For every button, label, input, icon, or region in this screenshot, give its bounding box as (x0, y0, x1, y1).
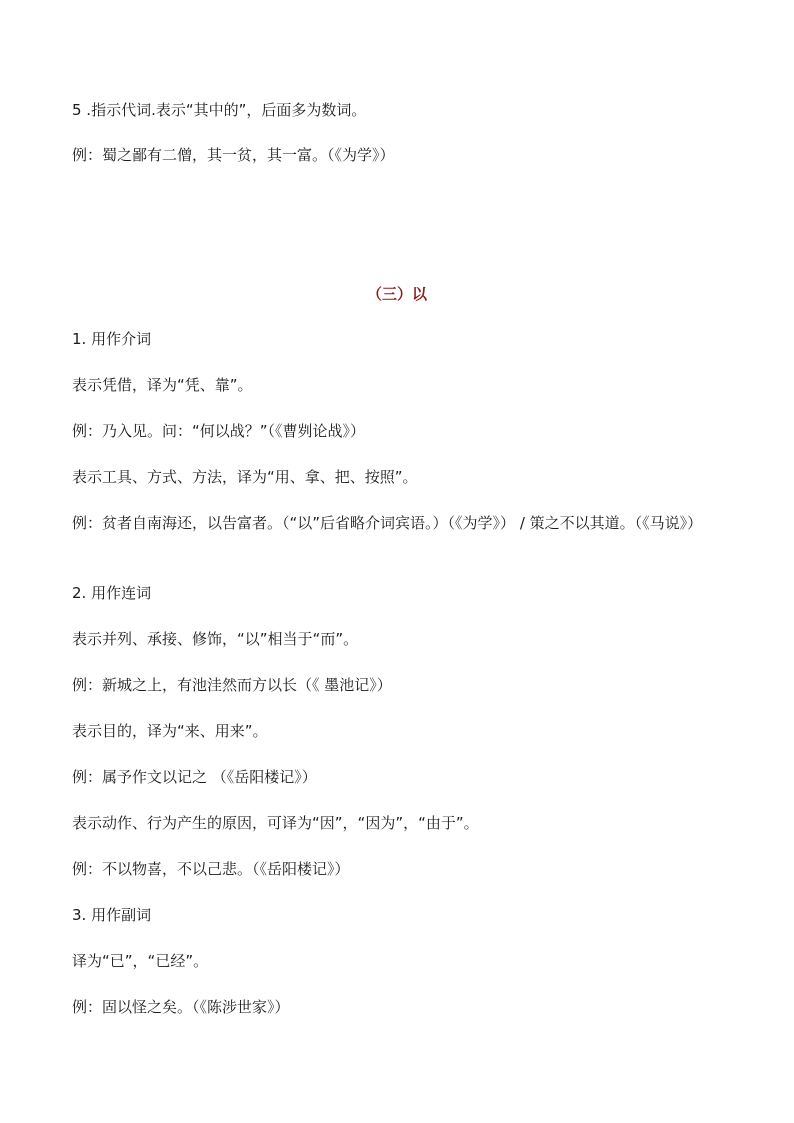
paragraph-2c: 表示动作、行为产生的原因，可译为“因”，“因为”，“由于”。 (72, 814, 479, 832)
paragraph-item5-example: 例：蜀之鄙有二僧，其一贫，其一富。（《为学》） (72, 146, 395, 164)
paragraph-3a-example: 例：固以怪之矣。（《陈涉世家》） (72, 998, 290, 1016)
subsection-title-3: 3. 用作副词 (72, 906, 152, 924)
paragraph-1a: 表示凭借，译为“凭、靠”。 (72, 376, 253, 394)
paragraph-2a: 表示并列、承接、修饰，“以”相当于“而”。 (72, 630, 359, 648)
paragraph-2a-example: 例：新城之上，有池洼然而方以长（《 墨池记》） (72, 676, 392, 694)
paragraph-2c-example: 例：不以物喜，不以己悲。（《岳阳楼记》） (72, 860, 350, 878)
paragraph-1b-example: 例：贫者自南海还，以告富者。（“以”后省略介词宾语。）（《为学》） / 策之不以其道。（《马说》） (72, 514, 703, 532)
paragraph-2b-example: 例：属予作文以记之 （《岳阳楼记》） (72, 768, 317, 786)
paragraph-2b: 表示目的，译为“来、用来”。 (72, 722, 268, 740)
subsection-title-2: 2. 用作连词 (72, 584, 152, 602)
paragraph-1a-example: 例：乃入见。问：“何以战？”（《曹刿论战》） (72, 422, 366, 440)
section-heading: （三）以 (366, 285, 427, 303)
paragraph-1b: 表示工具、方式、方法，译为“用、拿、把、按照”。 (72, 468, 418, 486)
paragraph-3a: 译为“已”，“已经”。 (72, 952, 209, 970)
subsection-title-1: 1. 用作介词 (72, 330, 152, 348)
paragraph-item5: 5 .指示代词.表示“其中的”，后面多为数词。 (72, 101, 367, 119)
